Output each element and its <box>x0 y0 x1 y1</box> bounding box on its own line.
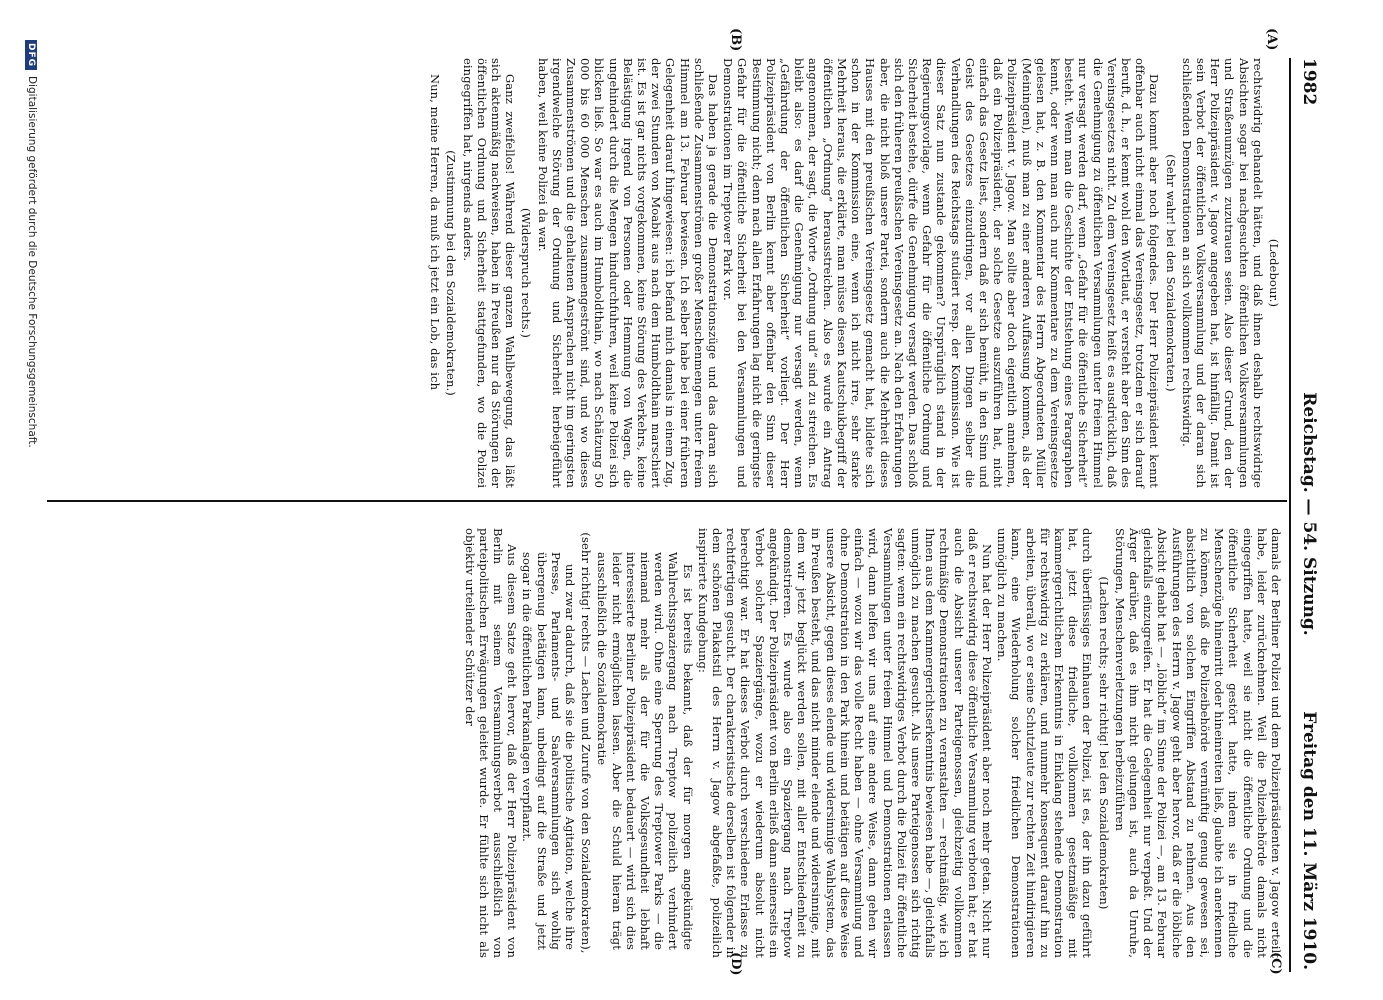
paragraph: durch überflüssiges Einhauen der Polizei, ist es, der ihn dazu geführt hat, jetzt diese friedliche, vollkommen gesetzmäßige mit kammergerichtlichem Erkenntnis in Einklang stehende Demonstration für rechtswidrig zu erklären, und nunmehr konsequent darauf hin zu arbeiten, überall, wo er seine Schutzleute zur rechten Zeit hindirigieren kann, eine Wiederholung solcher friedlichen Demonstrationen unmöglich zu machen. <box>995 528 1095 958</box>
quoted-proclamation: und zwar dadurch, daß sie die politische Agitation, welche ihre Presse, Parlaments- und Saalversammlungen sich wohlig übergenug betätigen kann, unbedingt auf die Straße und jetzt sogar in die öffentlichen Parkanlagen verpflanzt. <box>520 552 578 950</box>
page-number: 1982 <box>1299 58 1319 106</box>
paragraph: rechtswidrig gehandelt hätten, und daß ihnen deshalb rechtswidrige Absichten sogar bei nachgesuchten öffentlichen Volksversammlungen und Straßenumzügen zuzutrauen seien. Also dieser Grund, den der Herr Polizeipräsident v. Jagow angegeben hat, ist hinfällig. Damit ist sein Verbot der öffentlichen Volksversammlung und der daran sich schließenden Demonstrationen an sich vollkommen rechtswidrig. <box>1179 58 1265 488</box>
margin-mark-c: (C) <box>1268 952 1283 975</box>
paragraph: Nun, meine Herren, da muß ich jetzt ein Lob, das ich <box>428 74 443 391</box>
paragraph: Nun hat der Herr Polizeipräsident aber noch mehr getan. Nicht nur daß er rechtswidrig diese öffentliche Versammlung verboten hat; er hat auch die Absicht unserer Parteigenossen, gleichzeitig vollkommen rechtmäßige Demonstrationen zu veranstalten — rechtmäßig, wie ich Ihnen aus dem Kammergerichtserkenntnis bewiesen habe —, gleichfalls unmöglich zu machen gesucht. Als unsere Parteigenossen sich richtig sagten: wenn ein rechtswidriges Verbot durch die Polizei für öffentliche Versammlungen unter freiem Himmel und Demonstrationen erlassen wird, dann helfen wir uns auf eine andere Weise, dann gehen wir einfach — wozu wir das volle Recht haben — ohne Versammlung und ohne Demonstration in den Park hinein und betätigen auf diese Weise unsere Absicht, gegen dieses elende und widersinnige Wahlsystem, das in Preußen besteht, und das nicht minder elende und widersinnige, mit dem wir jetzt beglückt werden sollen, mit aller Entschiedenheit zu demonstrieren. Es wurde also ein Spaziergang nach Treptow angekündigt. Der Polizeipräsident von Berlin erließ dann seinerseits ein Verbot solcher Spaziergänge, wozu er wiederum absolut nicht berechtigt war. Er hat dieses Verbot durch verschiedene Erlasse zu rechtfertigen gesucht. Der charakteristische derselben ist folgender in dem schönen Plakatstil des Herrn v. Jagow abgefaßte, polizeilich inspirierte Kundgebung: <box>695 528 994 958</box>
page-header <box>1293 58 1323 970</box>
digitization-credit <box>25 40 38 960</box>
paragraph: Dazu kommt aber noch folgendes. Der Herr Polizeipräsident kennt offenbar auch nicht einmal das Vereinsgesetz, trotzdem er sich darauf beruft, d. h., er kennt wohl den Wortlaut, er versteht aber den Sinn des Vereinsgesetzes nicht. Zu dem Vereinsgesetz heißt es ausdrücklich, daß die Genehmigung zu öffentlichen Versammlungen unter freiem Himmel nur versagt werden darf, wenn „Gefahr für die öffentliche Sicherheit“ besteht. Wenn man die Geschichte der Entstehung eines Paragraphen kennt, oder wenn man auch nur Kommentare zu dem Vereinsgesetze gelesen hat, z. B. den Kommentar des Herrn Abgeordneten Müller (Meiningen), muß man zu einer anderen Auffassung kommen, als der Polizeipräsident v. Jagow. Man sollte aber doch eigentlich annehmen, daß ein Polizeipräsident, der solche Gesetze auszuführen hat, nicht einfach das Gesetz liest, sondern daß er sich bemüht, in den Sinn und Geist des Gesetzes einzudringen, vor allen Dingen selber die Verhandlungen des Reichstags studiert resp. der Kommission. Wie ist dieser Satz nun zustande gekommen? Ursprünglich stand in der Regierungsvorlage, wenn Gefahr für die öffentliche Ordnung und Sicherheit bestehe, dürfe die Genehmigung versagt werden. Das schloß sich den früheren preußischen Vereinsgesetz an. Nach den Erfahrungen aber, die nicht bloß unsere Partei, sondern auch die Mehrheit dieses Hauses mit den preußischen Vereinsgesetz gemacht hat, bildete sich schon in der Kommission eine, wenn ich nicht irre, sehr starke Mehrheit heraus, die erklärte, man müsse diesen Kautschukbegriff der öffentlichen „Ordnung“ herausstreichen. Also es wurde ein Antrag angenommen, der sagt, die Worte „Ordnung und“ sind zu streichen. Es bleibt also: es darf die Genehmigung nur versagt werden, wenn „Gefährdung der öffentlichen Sicherheit“ vorliegt. Der Herr Polizeipräsident von Berlin kennt aber offenbar den Sinn dieser Bestimmung nicht; denn nach allen Erfahrungen lag nicht die geringste Gefahr für die öffentliche Sicherheit bei den Versammlungen und Demonstrationen im Treptower Park vor. <box>721 58 1162 488</box>
paragraph: Aus diesem Satze geht hervor, daß der Herr Polizeipräsident von Berlin mit seinem Versammlungsverbot ausschließlich von parteipolitischen Erwägungen geleitet wurde. Er fühlte sich nicht als objektiv urteilender Schützer der <box>462 528 520 958</box>
left-column <box>427 58 1283 488</box>
quoted-proclamation: Es ist bereits bekannt, daß der für morgen angekündigte Wahlrechtsspaziergang nach Treptow polizeilich verhindert werden wird. Ohne eine Sperrung des Treptower Parks — die niemand mehr als der für die Volksgesundheit lebhaft interessierte Berliner Polizeipräsident bedauert — wird sich dies leider nicht ermöglichen lassen. Aber die Schuld hieran trägt ausschließlich die Sozialdemokratie <box>595 552 695 950</box>
right-column <box>461 528 1283 958</box>
dfg-logo: DFG <box>25 40 37 70</box>
interjection: (Sehr wahr! bei den Sozialdemokraten.) <box>1163 154 1178 392</box>
header-rule <box>1289 58 1291 972</box>
paragraph: damals der Berliner Polizei und dem Polizeipräsidenten v. Jagow erteilt habe, leider zurücknehmen. Weil die Polizeibehörde damals nicht eingegriffen hatte, weil sie nicht die öffentliche Ordnung und die öffentliche Sicherheit gestört hatte, indem sie in friedliche Menschenzüge hineinritt oder hineinreiten ließ, glaubte ich anerkennen zu können, daß die Polizeibehörde vernünftig genug gewesen sei, absichtlich von solchen Eingriffen Abstand zu nehmen. Aus den Ausführungen des Herrn v. Jagow geht aber hervor, daß er die löbliche Absicht gehabt hat — „löblich“ im Sinne der Polizei —, am 13. Februar gleichfalls einzugreifen. Er hat die Gelegenheit nur verpaßt. Und der Ärger darüber, daß es ihm nicht gelungen ist, auch da Unruhe, Störungen, Menschenverletzungen herbeizuführen <box>1112 528 1283 958</box>
interjection: (Lachen rechts; sehr richtig! bei den Sozialdemokraten) <box>1096 576 1111 910</box>
paragraph: Das haben ja gerade die Demonstrationszüge und das daran sich schließende Zusammenströmen großer Menschenmengen unter freiem Himmel am 13. Februar bewiesen. Ich selber habe bei einer früheren Gelegenheit darauf hingewiesen: ich befand mich damals in einem Zug, der zwei Stunden von Moabit aus nach dem Humboldthain marschiert ist. Es ist gar nichts vorgekommen, keine Störung des Verkehrs, keine Belästigung irgend von Personen oder Hemmung von Wagen, die ungehindert durch die Mengen hindurchfuhren, weil keine Polizei sich blicken ließ. So war es auch im Humboldthain, wo nach Schätzung 50 000 bis 60 000 Menschen zusammengeströmt sind, und wo dieses Zusammenströmen und die gehaltenen Ansprachen nicht im geringsten irgendwelche Störung der Ordnung und Sicherheit herbeigeführt haben, weil keine Polizei da war. <box>535 58 721 488</box>
margin-mark-b: (B) <box>728 28 743 52</box>
column-divider <box>47 500 1287 502</box>
interjection: (sehr richtig! rechts — Lachen und Zurufe von den Sozialdemokraten), <box>579 532 594 954</box>
interjection: (Zustimmung bei den Sozialdemokraten.) <box>444 150 459 396</box>
interjection: (Widerspruch rechts.) <box>519 207 534 339</box>
margin-mark-d: (D) <box>728 952 743 976</box>
session-date: Freitag den 11. März 1910. <box>1299 711 1319 970</box>
session-title: Reichstag. — 54. Sitzung. <box>1299 392 1319 636</box>
credit-text: Digitalisierung gefördert durch die Deutsche Forschungsgemeinschaft. <box>26 76 38 448</box>
margin-mark-a: (A) <box>1264 28 1279 51</box>
speaker-name: (Ledebour.) <box>1267 238 1281 308</box>
paragraph: Ganz zweifellos! Während dieser ganzen Wahlbewegung, das läßt sich aktenmäßig nachweisen, haben in Preußen nur da Störungen der öffentlichen Ordnung und Sicherheit stattgefunden, wo die Polizei eingegriffen hat, nirgends anders. <box>460 58 518 488</box>
